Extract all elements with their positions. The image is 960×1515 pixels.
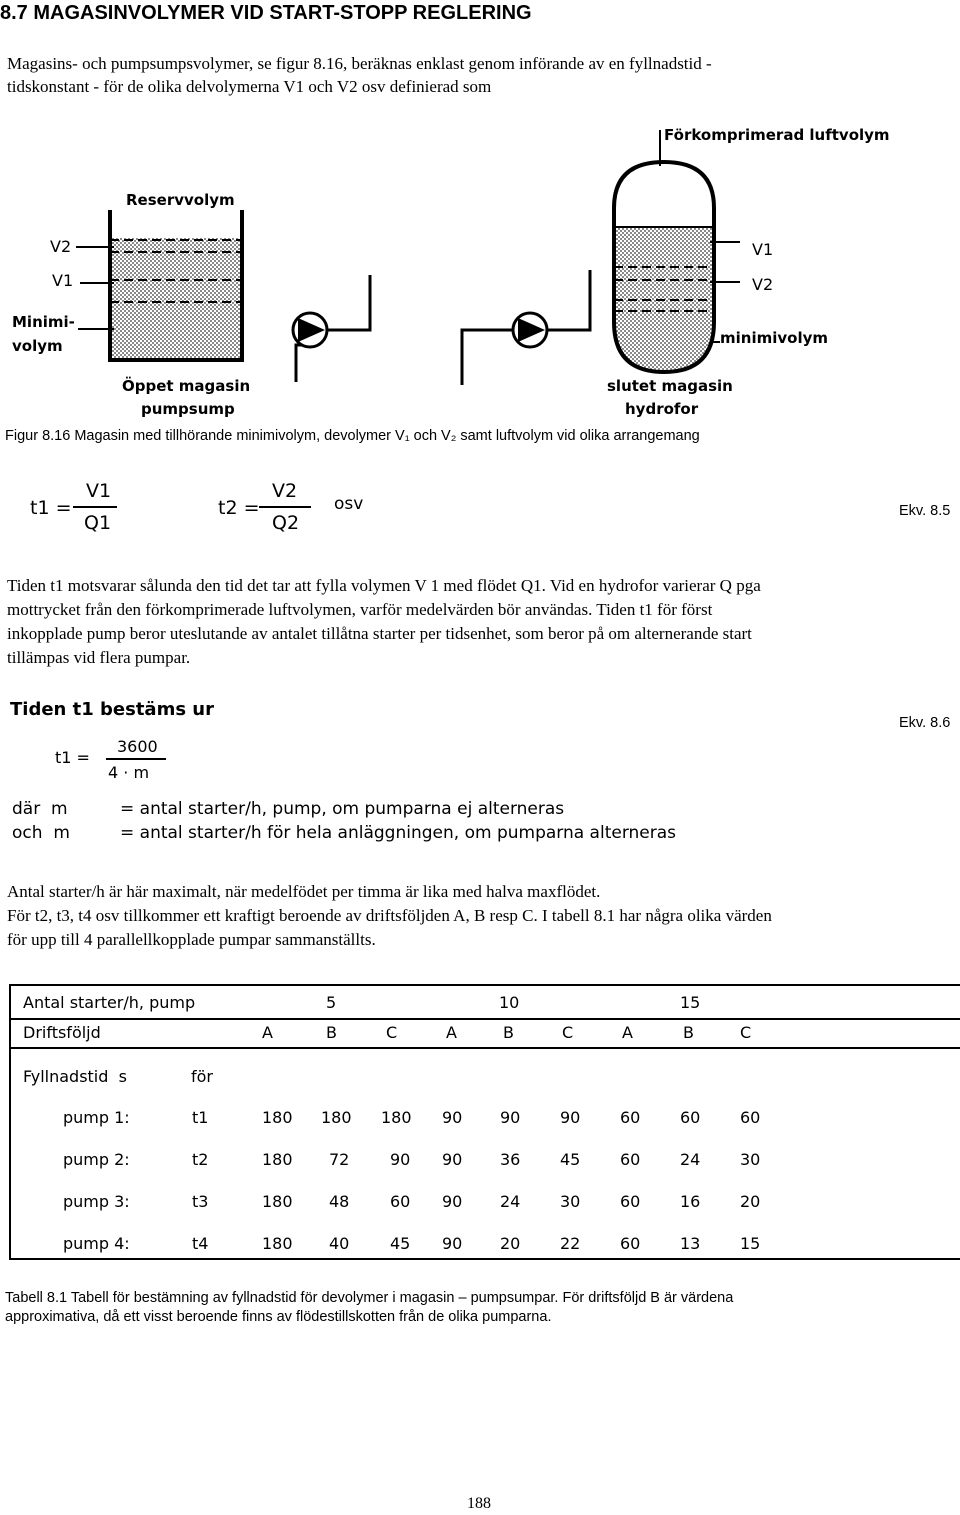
para2-line-2: mottrycket från den förkomprimerade luftvolymen, varför medelvärden bör användas. Tiden t1 för först [7,600,713,619]
label-left-v2: V2 [50,237,72,256]
table-cell: 90 [560,1108,581,1127]
order-a-2: A [446,1023,457,1042]
eq2-denominator: 4 · m [108,763,150,782]
eq-ref-8-6: Ekv. 8.6 [899,715,951,731]
section-heading: 8.7 MAGASINVOLYMER VID START-STOPP REGLERING [0,2,532,24]
para2-line-4: tillämpas vid flera pumpar. [7,648,191,667]
label-forkomprimerad: Förkomprimerad luftvolym [664,126,890,144]
header-starts-label: Antal starter/h, pump [23,993,196,1012]
para3-line-2: För t2, t3, t4 osv tillkommer ett kraftigt beroende av driftsföljden A, B resp C. I tabell 8.1 har några olika värden [7,906,772,925]
eq2-title: Tiden t1 bestäms ur [10,699,215,720]
eq-q1: Q1 [84,512,112,534]
table-cell: 90 [442,1150,463,1169]
table-cell: 90 [390,1150,411,1169]
row-1-pump: pump 1: [63,1108,130,1127]
table-cell: 180 [321,1108,352,1127]
label-reservvolym: Reservvolym [126,191,235,209]
open-tank [76,210,242,360]
fill-label: Fyllnadstid s [23,1067,127,1086]
eq-v2: V2 [272,480,298,502]
figure-caption: Figur 8.16 Magasin med tillhörande minimivolym, devolymer V₁ och V₂ samt luftvolym vid olika arrangemang [5,428,700,444]
row-2-t: t2 [192,1150,209,1169]
table-cell: 22 [560,1234,581,1253]
para2-line-3: inkopplade pump beror uteslutande av antalet tillåtna starter per tidsenhet, som beror på om alternerande start [7,624,752,643]
table-cell: 48 [329,1192,350,1211]
eq-t2: t2 = [218,497,260,519]
table-divider-2 [9,1047,960,1049]
eq-t1: t1 = [30,497,72,519]
table-cell: 16 [680,1192,701,1211]
table-cell: 13 [680,1234,701,1253]
order-b-1: B [326,1023,337,1042]
table-cell: 180 [262,1234,293,1253]
eq2-where-1: där m [12,799,68,819]
table-cell: 90 [442,1192,463,1211]
table-cell: 60 [740,1108,761,1127]
para2-line-1: Tiden t1 motsvarar sålunda den tid det tar att fylla volymen V 1 med flödet Q1. Vid en hydrofor varierar Q pga [7,576,761,595]
table-cell: 72 [329,1150,350,1169]
row-2-pump: pump 2: [63,1150,130,1169]
eq2-def-2: = antal starter/h för hela anläggningen, om pumparna alterneras [120,823,677,843]
table-cell: 60 [390,1192,411,1211]
table-cell: 20 [740,1192,761,1211]
table-border [9,984,960,1260]
eq-q2: Q2 [272,512,300,534]
row-4-t: t4 [192,1234,209,1253]
table-cell: 20 [500,1234,521,1253]
label-oppet-magasin: Öppet magasin [122,377,251,395]
table-cell: 30 [560,1192,581,1211]
header-starts-15: 15 [680,993,701,1012]
table-cell: 45 [390,1234,411,1253]
para3-line-3: för upp till 4 parallellkopplade pumpar sammanställts. [7,930,376,949]
table-cell: 90 [500,1108,521,1127]
table-cell: 180 [262,1150,293,1169]
order-b-3: B [683,1023,694,1042]
label-right-v1: V1 [752,240,774,259]
table-cell: 24 [500,1192,521,1211]
row-3-pump: pump 3: [63,1192,130,1211]
for-label: för [191,1067,213,1086]
table-cell: 15 [740,1234,761,1253]
row-1-t: t1 [192,1108,209,1127]
label-volym: volym [12,337,63,355]
order-c-3: C [740,1023,752,1042]
table-cell: 60 [620,1108,641,1127]
order-a-1: A [262,1023,273,1042]
table-cell: 90 [442,1108,463,1127]
eq-fraction-bar-2 [259,506,311,508]
intro-line-2: tidskonstant - för de olika delvolymerna V1 och V2 osv definierad som [7,77,492,96]
eq2-def-1: = antal starter/h, pump, om pumparna ej alterneras [120,799,565,819]
table-8-1 [9,984,960,1286]
pump-2 [462,270,590,385]
para3-line-1: Antal starter/h är här maximalt, när medelfödet per timma är lika med halva maxflödet. [7,882,601,901]
label-minimivolym: minimivolym [720,329,828,347]
eq2-fraction-bar [106,758,166,760]
table-cell: 60 [620,1150,641,1169]
label-left-v1: V1 [52,271,74,290]
table-cell: 45 [560,1150,581,1169]
table-cell: 180 [262,1108,293,1127]
intro-line-1: Magasins- och pumpsumpsvolymer, se figur 8.16, beräknas enklast genom införande av en fyllnadstid - [7,54,712,73]
magasin-figure [0,110,960,420]
table-divider-1 [9,1018,960,1020]
label-hydrofor: hydrofor [625,400,699,418]
header-starts-5: 5 [326,993,337,1012]
header-starts-10: 10 [499,993,520,1012]
header-order-label: Driftsföljd [23,1023,101,1042]
eq-ref-8-5: Ekv. 8.5 [899,503,951,519]
page-number: 188 [467,1495,491,1512]
table-cell: 36 [500,1150,521,1169]
label-slutet-magasin: slutet magasin [607,377,733,395]
label-pumpsump: pumpsump [141,400,235,418]
table-caption-line-2: approximativa, då ett visst beroende finns av flödestillskotten från de olika pumparna. [5,1309,552,1325]
order-c-1: C [386,1023,398,1042]
table-cell: 180 [381,1108,412,1127]
table-cell: 60 [620,1192,641,1211]
eq2-t1: t1 = [55,748,90,767]
eq2-numerator: 3600 [117,737,158,756]
eq2-where-2: och m [12,823,70,843]
eq-fraction-bar-1 [73,506,117,508]
order-a-3: A [622,1023,633,1042]
eq-v1: V1 [86,480,112,502]
order-b-2: B [503,1023,514,1042]
table-caption-line-1: Tabell 8.1 Tabell för bestämning av fyllnadstid för devolymer i magasin – pumpsumpar. För driftsföljd B är värdena [5,1290,734,1306]
table-cell: 180 [262,1192,293,1211]
table-cell: 30 [740,1150,761,1169]
table-cell: 24 [680,1150,701,1169]
table-cell: 90 [442,1234,463,1253]
label-minimi: Minimi- [12,313,75,331]
order-c-2: C [562,1023,574,1042]
row-3-t: t3 [192,1192,209,1211]
label-right-v2: V2 [752,275,774,294]
pump-1 [293,275,370,382]
eq-osv: osv [334,494,364,514]
table-cell: 40 [329,1234,350,1253]
table-cell: 60 [620,1234,641,1253]
row-4-pump: pump 4: [63,1234,130,1253]
table-cell: 60 [680,1108,701,1127]
